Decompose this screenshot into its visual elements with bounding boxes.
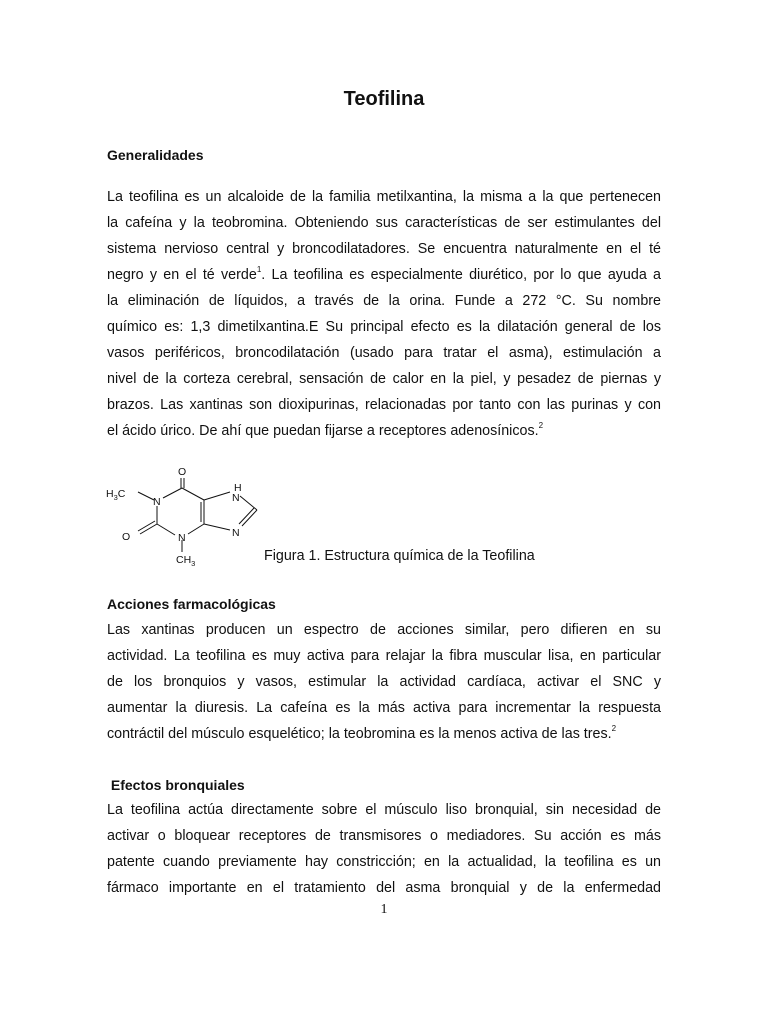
text-line: nivel de la corteza cerebral, sensación de calor en la piel, y pesadez de piernas y: [107, 371, 661, 387]
bond: [188, 524, 204, 534]
atom-label: N: [232, 527, 240, 539]
footnote-ref: 2: [538, 421, 544, 431]
page-number: 1: [380, 902, 388, 917]
text-segment: contráctil del músculo esquelético; la teobromina es la menos activa de las tres.: [107, 726, 612, 742]
bond: [204, 524, 230, 530]
bond: [138, 521, 155, 531]
atom-label: N: [178, 532, 186, 544]
atom-label: O: [122, 531, 131, 543]
atom-label: O: [178, 466, 187, 478]
text-line: Las xantinas producen un espectro de acciones similar, pero difieren en su: [107, 622, 661, 638]
atom-label: H: [106, 488, 114, 500]
atom-label: [176, 554, 195, 568]
document-title: Teofilina: [343, 88, 425, 110]
text-line: de los bronquios y vasos, estimular la actividad cardíaca, activar el SNC y: [107, 674, 661, 690]
text-line: [107, 262, 661, 288]
section-heading-efectos: Efectos bronquiales: [107, 777, 245, 793]
text-segment: negro y en el té verde: [107, 267, 257, 283]
section-heading-generalidades: Generalidades: [107, 147, 204, 163]
atom-label: C: [117, 488, 126, 500]
bond: [157, 524, 175, 535]
text-line: patente cuando previamente hay constricción; en la actualidad, la teofilina es un: [107, 854, 661, 870]
text-line: [107, 418, 661, 444]
text-line: la eliminación de líquidos, a través de la orina. Funde a 272 °C. Su nombre: [107, 293, 661, 309]
paragraph-efectos: [107, 797, 661, 901]
text-line: aumentar la diuresis. La cafeína es la más activa para incrementar la respuesta: [107, 700, 661, 716]
footnote-ref: 2: [611, 724, 617, 734]
text-line: sistema nervioso central y broncodilatadores. Se encuentra naturalmente en el té: [107, 241, 661, 257]
bond: [163, 488, 182, 498]
atom-label: N: [232, 492, 240, 504]
text-line: vasos periféricos, broncodilatación (usado para tratar el asma), estimulación a: [107, 345, 661, 361]
theophylline-structure-diagram: [100, 460, 270, 570]
atom-label: CH: [176, 554, 192, 566]
bond: [182, 488, 204, 500]
paragraph-acciones: [107, 617, 661, 747]
atom-subscript: 3: [113, 493, 118, 502]
atom-label: N: [153, 496, 161, 508]
paragraph-generalidades: [107, 184, 661, 444]
text-line: fármaco importante en el tratamiento del asma bronquial y de la enfermedad: [107, 880, 661, 896]
text-segment: . La teofilina es especialmente diurético, por lo que ayuda a: [261, 267, 662, 283]
text-line: brazos. Las xantinas son dioxipurinas, relacionadas por tanto con las purinas y con: [107, 397, 661, 413]
bond: [204, 492, 230, 500]
section-heading-acciones: Acciones farmacológicas: [107, 596, 276, 612]
text-line: La teofilina actúa directamente sobre el músculo liso bronquial, sin necesidad de: [107, 802, 661, 818]
atom-subscript: 3: [191, 559, 196, 568]
bond: [138, 492, 154, 500]
bond: [140, 524, 157, 534]
atom-label: [106, 488, 126, 502]
text-line: actividad. La teofilina es muy activa para relajar la fibra muscular lisa, en particular: [107, 648, 661, 664]
figure-caption: Figura 1. Estructura química de la Teofilina: [264, 548, 535, 564]
text-segment: el ácido úrico. De ahí que puedan fijarse a receptores adenosínicos.: [107, 423, 539, 439]
bond: [240, 496, 257, 510]
atom-label: H: [234, 482, 242, 494]
text-line: La teofilina es un alcaloide de la familia metilxantina, la misma a la que pertenecen: [107, 189, 661, 205]
text-line: la cafeína y la teobromina. Obteniendo sus características de ser estimulantes del: [107, 215, 661, 231]
text-line: químico es: 1,3 dimetilxantina.E Su principal efecto es la dilatación general de los: [107, 319, 661, 335]
footnote-ref: 1: [256, 265, 262, 275]
text-line: [107, 721, 661, 747]
text-line: activar o bloquear receptores de transmisores o mediadores. Su acción es más: [107, 828, 661, 844]
